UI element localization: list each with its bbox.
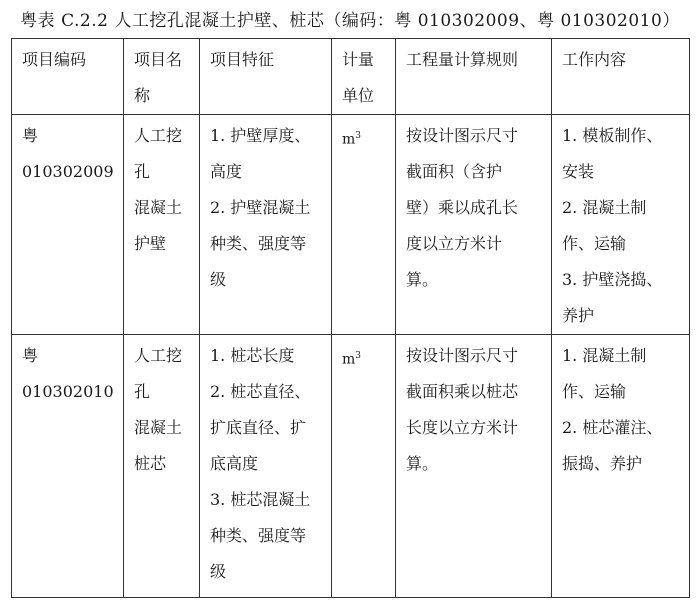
cell-line: 混凝土 [134, 418, 183, 437]
cell-rule [396, 335, 552, 598]
cell-line: 人工挖 [134, 126, 183, 145]
table-row [12, 335, 690, 598]
cell-line: 截面积乘以桩芯 [406, 382, 519, 401]
cell-line: 项目名 [134, 50, 183, 69]
cell-line: 级 [210, 562, 227, 581]
cell-line: 养护 [562, 306, 595, 325]
cell-line: 2. 桩芯直径、 [210, 382, 311, 401]
cell-line: 单位 [342, 86, 375, 105]
header-row [12, 39, 690, 115]
unit-exponent: 3 [355, 351, 362, 361]
cell-feature [200, 115, 332, 335]
cell-line: 算。 [406, 270, 439, 289]
cell-line: 安装 [562, 162, 595, 181]
cell-line: 1. 护壁厚度、 [210, 126, 311, 145]
cell-line: 3. 桩芯混凝土 [210, 490, 311, 509]
cell-line: 孔 [134, 382, 151, 401]
cell-line: 项目编码 [22, 50, 87, 69]
cell-line: 桩芯 [134, 454, 167, 473]
cell-line: 级 [210, 270, 227, 289]
cell-line: 作、运输 [562, 382, 627, 401]
cell-rule [396, 115, 552, 335]
cell-line: 度以立方米计 [406, 234, 503, 253]
cell-line: 粤 [22, 126, 39, 145]
cell-unit [332, 115, 396, 335]
cell-line: 称 [134, 86, 151, 105]
header-code [12, 39, 124, 115]
cell-line: 截面积（含护 [406, 162, 503, 181]
cell-line: 2. 桩芯灌注、 [562, 418, 663, 437]
header-work [552, 39, 690, 115]
cell-line: 工作内容 [562, 50, 627, 69]
cell-line: 010302009 [22, 162, 114, 181]
table-title: 粤表 C.2.2 人工挖孔混凝土护壁、桩芯（编码：粤 010302009、粤 010302010） [20, 11, 680, 31]
cell-line: 2. 护壁混凝土 [210, 198, 311, 217]
cell-line: 按设计图示尺寸 [406, 346, 519, 365]
cell-line: 3. 护壁浇捣、 [562, 270, 663, 289]
cell-line: 扩底直径、扩 [210, 418, 307, 437]
header-rule [396, 39, 552, 115]
unit-base: m [342, 131, 356, 148]
cell-line: 长度以立方米计 [406, 418, 519, 437]
cell-line: 计量 [342, 50, 375, 69]
spec-table [11, 38, 690, 598]
cell-line: 1. 混凝土制 [562, 346, 647, 365]
cell-line: 按设计图示尺寸 [406, 126, 519, 145]
cell-line: 底高度 [210, 454, 259, 473]
cell-line: 混凝土 [134, 198, 183, 217]
header-feature [200, 39, 332, 115]
cell-line: 工程量计算规则 [406, 50, 519, 69]
cell-line: 护壁 [134, 234, 167, 253]
cell-line: 项目特征 [210, 50, 275, 69]
cell-line: 1. 桩芯长度 [210, 346, 295, 365]
cell-feature [200, 335, 332, 598]
cell-line: 振捣、养护 [562, 454, 643, 473]
cell-unit [332, 335, 396, 598]
cell-line: 孔 [134, 162, 151, 181]
cell-code [12, 115, 124, 335]
cell-name [124, 335, 200, 598]
cell-work [552, 115, 690, 335]
cell-line: 粤 [22, 346, 39, 365]
cell-line: 高度 [210, 162, 243, 181]
header-name [124, 39, 200, 115]
cell-line: 2. 混凝土制 [562, 198, 647, 217]
unit-exponent: 3 [355, 131, 362, 141]
header-unit [332, 39, 396, 115]
cell-line: 1. 模板制作、 [562, 126, 663, 145]
cell-line: 种类、强度等 [210, 234, 307, 253]
cell-line: 算。 [406, 454, 439, 473]
cell-name [124, 115, 200, 335]
cell-line: 010302010 [22, 382, 114, 401]
cell-line: 壁）乘以成孔长 [406, 198, 519, 217]
cell-code [12, 335, 124, 598]
cell-line: 作、运输 [562, 234, 627, 253]
cell-work [552, 335, 690, 598]
table-row [12, 115, 690, 335]
cell-line: 人工挖 [134, 346, 183, 365]
cell-line: 种类、强度等 [210, 526, 307, 545]
unit-base: m [342, 351, 356, 368]
